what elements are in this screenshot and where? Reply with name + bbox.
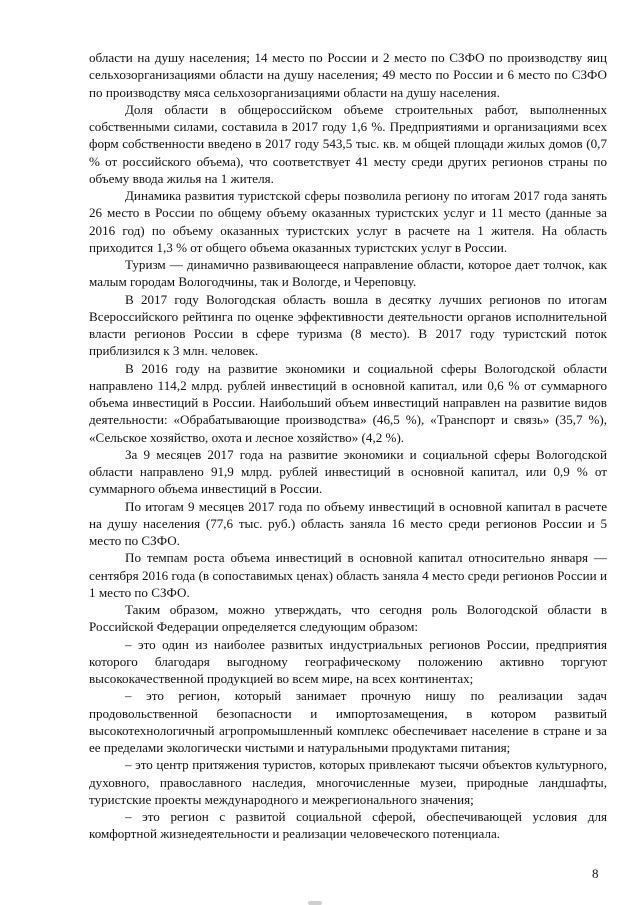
paragraph-6: В 2016 году на развитие экономики и социальной сферы Вологодской области направлено 114,2 млрд. рублей инвестиций в основной капитал, или 0,6 % от суммарного объема инвестиций в России. Наибольший объем инвестиций направлен на развитие видов деятельности: «Обрабатывающие производства» (46,5 %), «Транспорт и связь» (35,7 %), «Сельское хозяйство, охота и лесное хозяйство» (4,2 %). [89,360,607,445]
list-item-4: – это регион с развитой социальной сферой, обеспечивающей условия для комфортной жизнедеятельности и реализации человеческого потенциала. [89,809,607,842]
scan-artifact [308,901,322,905]
paragraph-9: По темпам роста объема инвестиций в основной капитал относительно января — сентября 2016 года (в сопоставимых ценах) область заняла 4 место среди регионов России и 1 место по СЗФО. [89,550,607,600]
paragraph-3: Динамика развития туристской сферы позволила региону по итогам 2017 года занять 26 место в России по общему объему оказанных туристских услуг и 11 место (данные за 2016 год) по объему оказанных туристских услуг в расчете на 1 жителя. На область приходится 1,3 % от общего объема оказанных туристских услуг в России. [89,188,607,255]
page-number: 8 [592,866,599,881]
paragraph-5: В 2017 году Вологодская область вошла в десятку лучших регионов по итогам Всероссийского рейтинга по оценке эффективности деятельности органов исполнительной власти регионов России в сфере туризма (8 место). В 2017 году туристский поток приблизился к 3 млн. человек. [89,291,607,359]
paragraph-4: Туризм — динамично развивающееся направление области, которое дает толчок, как малым городам Вологодчины, так и Вологде, и Череповцу. [89,257,607,290]
paragraph-7: За 9 месяцев 2017 года на развитие экономики и социальной сферы Вологодской области направлено 91,9 млрд. рублей инвестиций в основной капитал, или 0,9 % от суммарного объема инвестиций в России. [89,446,607,497]
list-item-2: – это регион, который занимает прочную нишу по реализации задач продовольственной безопасности и импортозамещения, в котором развитый высокотехнологичный агропромышленный комплекс обеспечивает население в стране и за ее пределами экологически чистыми и натуральными продуктами питания; [89,688,607,755]
paragraph-8: По итогам 9 месяцев 2017 года по объему инвестиций в основной капитал в расчете на душу населения (77,6 тыс. руб.) область заняла 16 место среди регионов России и 5 место по СЗФО. [89,498,607,548]
paragraph-1: области на душу населения; 14 место по России и 2 место по СЗФО по производству яиц сельхозорганизациями области на душу населения; 49 место по России и 6 место по СЗФО по производству мяса сельхозорганизациями области на душу населения. [89,50,607,100]
body-text [89,49,607,843]
paragraph-10: Таким образом, можно утверждать, что сегодня роль Вологодской области в Российской Федерации определяется следующим образом: [89,602,607,635]
paragraph-2: Доля области в общероссийском объеме строительных работ, выполненных собственными силами, составила в 2017 году 1,6 %. Предприятиями и организациями всех форм собственности введено в 2017 году 543,5 тыс. кв. м общей площади жилых домов (0,7 % от российского объема), что соответствует 41 месту среди других регионов страны по объему ввода жилья на 1 жителя. [89,101,607,186]
list-item-1: – это один из наиболее развитых индустриальных регионов России, предприятия которого благодаря выгодному географическому положению активно торгуют высококачественной продукцией во всем мире, на всех континентах; [89,636,607,686]
list-item-3: – это центр притяжения туристов, которых привлекают тысячи объектов культурного, духовного, православного наследия, многочисленные музеи, природные ландшафты, туристские проекты международного и межрегионального значения; [89,757,607,807]
